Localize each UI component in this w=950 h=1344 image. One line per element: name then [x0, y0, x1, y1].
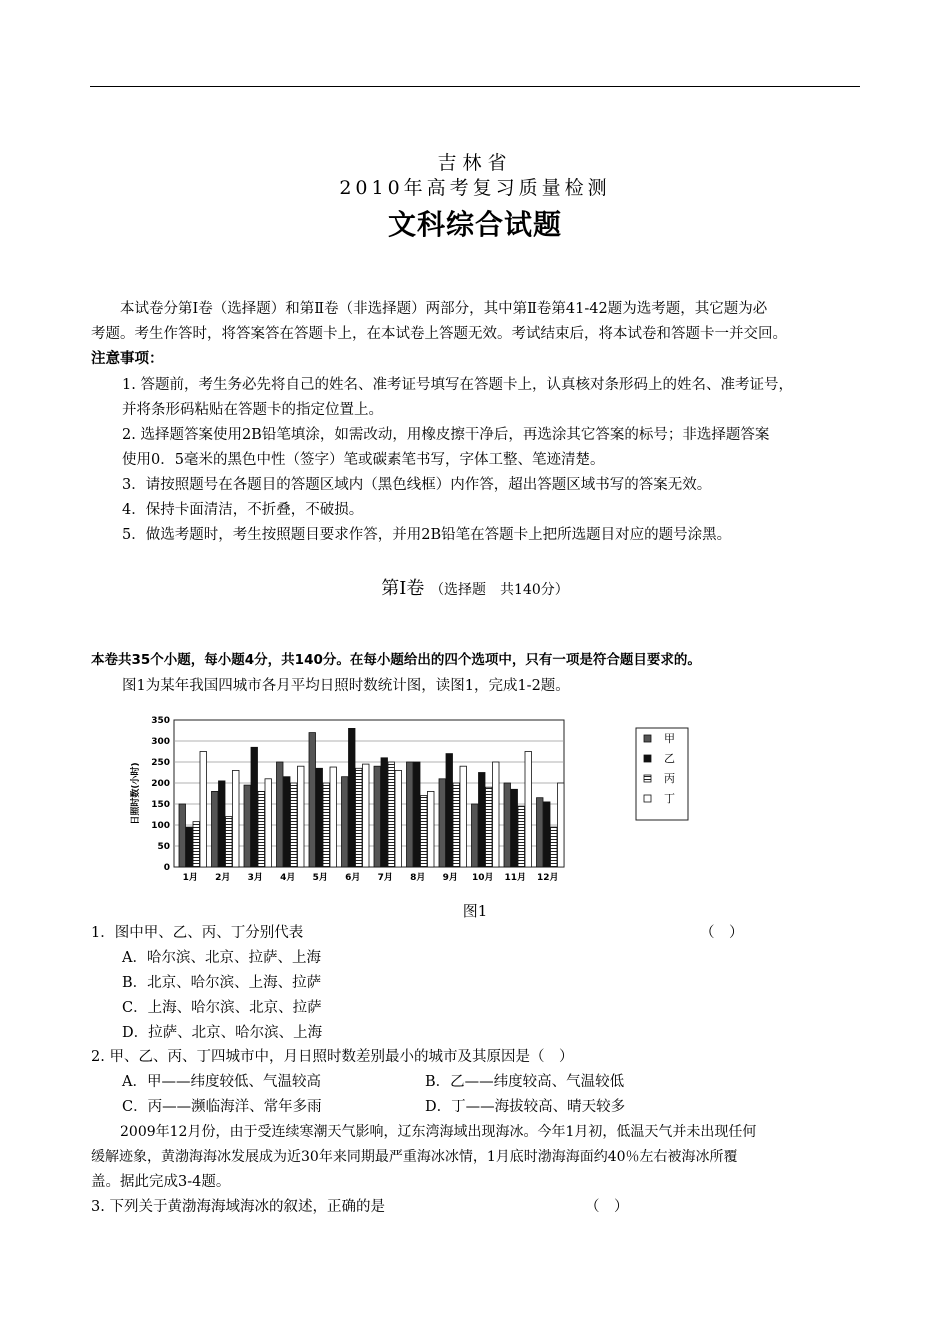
y-axis-label: 日照时数(小时): [131, 762, 141, 825]
q1-stem: 1．图中甲、乙、丙、丁分别代表: [91, 925, 304, 941]
bar-乙-4月: [284, 777, 291, 867]
bar-丙-2月: [226, 817, 233, 867]
bar-甲-5月: [309, 733, 316, 867]
q2-option-b: B．乙——纬度较高、气温较低: [425, 1074, 625, 1090]
intro-line-2: 考题。考生作答时，将答案答在答题卡上，在本试卷上答题无效。考试结束后，将本试卷和答题卡一并交回。: [91, 326, 787, 342]
x-tick-label: 11月: [504, 873, 527, 883]
legend-swatch-乙: [644, 755, 651, 762]
notice-item-3: 3．请按照题号在各题目的答题区域内（黑色线框）内作答，超出答题区域书写的答案无效。: [122, 477, 712, 493]
bar-丁-10月: [493, 762, 500, 867]
notice-item-2b: 使用0．5毫米的黑色中性（签字）笔或碳素笔书写，字体工整、笔迹清楚。: [122, 452, 605, 468]
sunshine-bar-chart: [128, 712, 698, 892]
y-tick-label: 200: [151, 779, 170, 789]
bar-甲-1月: [179, 804, 186, 867]
q1-option-d: D．拉萨、北京、哈尔滨、上海: [122, 1025, 323, 1041]
bar-丁-8月: [428, 791, 435, 867]
x-tick-label: 2月: [215, 873, 231, 883]
bar-甲-3月: [244, 785, 251, 867]
legend-swatch-丙: [644, 775, 651, 782]
x-tick-label: 9月: [442, 873, 458, 883]
section-heading: [0, 574, 950, 600]
bar-丙-11月: [518, 806, 525, 867]
figure-caption: 图1: [462, 902, 488, 920]
bar-丁-9月: [460, 766, 467, 867]
figure-intro: 图1为某年我国四城市各月平均日照时数统计图，读图1，完成1-2题。: [122, 678, 570, 694]
bar-甲-2月: [212, 791, 219, 867]
q1-option-a: A．哈尔滨、北京、拉萨、上海: [122, 950, 321, 966]
x-tick-label: 10月: [471, 873, 494, 883]
q3-answer-paren: （ ）: [585, 1199, 629, 1215]
y-tick-label: 250: [151, 758, 170, 768]
notice-item-1a: 1. 答题前，考生务必先将自己的姓名、准考证号填写在答题卡上，认真核对条形码上的姓名、准考证号，: [122, 377, 793, 393]
bar-乙-12月: [544, 802, 551, 867]
x-tick-label: 1月: [182, 873, 198, 883]
bar-丙-3月: [258, 791, 265, 867]
passage-line-1: 2009年12月份，由于受连续寒潮天气影响，辽东湾海域出现海冰。今年1月初，低温天气并未出现任何: [120, 1124, 757, 1140]
q3-stem: 3. 下列关于黄渤海海域海冰的叙述，正确的是: [91, 1199, 385, 1215]
q2-option-c: C．丙——濒临海洋、常年多雨: [122, 1099, 322, 1115]
legend-label-丁: 丁: [664, 792, 675, 805]
bar-甲-9月: [439, 779, 446, 867]
q1-option-b: B．北京、哈尔滨、上海、拉萨: [122, 975, 322, 991]
bar-甲-10月: [472, 804, 479, 867]
y-tick-label: 300: [151, 737, 170, 747]
bar-丙-5月: [323, 783, 330, 867]
q2-option-a: A．甲——纬度较低、气温较高: [122, 1074, 321, 1090]
y-tick-label: 100: [151, 821, 170, 831]
bar-乙-5月: [316, 768, 323, 867]
y-tick-label: 150: [151, 800, 170, 810]
bar-丙-12月: [551, 827, 558, 867]
bar-丁-3月: [265, 779, 272, 867]
bar-丁-4月: [298, 766, 305, 867]
province-heading: 吉林省: [437, 152, 513, 174]
top-rule: [90, 86, 860, 87]
x-tick-label: 12月: [536, 873, 559, 883]
bar-甲-11月: [504, 783, 511, 867]
x-tick-label: 6月: [345, 873, 361, 883]
notice-item-5: 5．做选考题时，考生按照题目要求作答，并用2B铅笔在答题卡上把所选题目对应的题号涂黑。: [122, 527, 732, 543]
legend-swatch-丁: [644, 795, 651, 802]
page-title: 文科综合试题: [387, 208, 562, 241]
notice-heading: 注意事项：: [91, 351, 164, 367]
q2-stem: 2. 甲、乙、丙、丁四城市中，月日照时数差别最小的城市及其原因是（ ）: [91, 1049, 574, 1065]
notice-item-2a: 2. 选择题答案使用2B铅笔填涂，如需改动，用橡皮擦干净后，再选涂其它答案的标号；非选择题答案: [122, 427, 770, 443]
bar-丁-5月: [330, 767, 337, 867]
bar-甲-4月: [277, 762, 284, 867]
bar-丙-1月: [193, 822, 200, 867]
bar-乙-2月: [219, 781, 226, 867]
bar-丁-2月: [233, 770, 240, 867]
section-instruction: 本卷共35个小题，每小题4分，共140分。在每小题给出的四个选项中，只有一项是符合题目要求的。: [91, 652, 701, 668]
bar-丁-6月: [363, 764, 370, 867]
x-tick-label: 8月: [410, 873, 426, 883]
x-tick-label: 3月: [247, 873, 263, 883]
legend-swatch-甲: [644, 735, 651, 742]
passage-line-3: 盖。据此完成3-4题。: [91, 1174, 231, 1190]
bar-甲-12月: [537, 798, 544, 867]
y-tick-label: 50: [157, 842, 170, 852]
bar-乙-8月: [414, 762, 421, 867]
legend-label-乙: 乙: [664, 752, 675, 765]
bar-乙-10月: [479, 773, 486, 868]
section-title: 第Ⅰ卷: [381, 578, 425, 599]
bar-丙-9月: [453, 783, 460, 867]
bar-丙-10月: [486, 787, 493, 867]
x-tick-label: 7月: [377, 873, 393, 883]
bar-乙-3月: [251, 747, 258, 867]
passage-line-2: 缓解迹象，黄渤海海冰发展成为近30年来同期最严重海冰冰情，1月底时渤海海面约40％左右被海冰所覆: [91, 1149, 738, 1165]
bar-甲-6月: [342, 777, 349, 867]
bar-乙-6月: [349, 728, 356, 867]
bar-丙-4月: [291, 783, 298, 867]
y-tick-label: 0: [163, 863, 170, 873]
legend-label-甲: 甲: [664, 732, 675, 745]
q1-option-c: C．上海、哈尔滨、北京、拉萨: [122, 1000, 322, 1016]
bar-丁-1月: [200, 752, 207, 868]
notice-item-4: 4．保持卡面清洁，不折叠，不破损。: [122, 502, 364, 518]
exam-heading: 2010年高考复习质量检测: [339, 177, 611, 199]
notice-item-1b: 并将条形码粘贴在答题卡的指定位置上。: [122, 402, 383, 418]
bar-乙-1月: [186, 827, 193, 867]
y-tick-label: 350: [151, 716, 170, 726]
bar-丙-7月: [388, 762, 395, 867]
bar-乙-7月: [381, 758, 388, 867]
bar-丁-11月: [525, 752, 532, 868]
bar-甲-7月: [374, 766, 381, 867]
q2-option-d: D．丁——海拔较高、晴天较多: [425, 1099, 626, 1115]
x-tick-label: 4月: [280, 873, 296, 883]
q1-answer-paren: （ ）: [700, 925, 744, 941]
bar-丙-6月: [356, 768, 363, 867]
section-note: （选择题 共140分）: [430, 582, 569, 598]
bar-丁-7月: [395, 770, 402, 867]
bar-丙-8月: [421, 796, 428, 867]
legend-label-丙: 丙: [664, 772, 675, 785]
intro-line-1: 本试卷分第Ⅰ卷（选择题）和第Ⅱ卷（非选择题）两部分，其中第Ⅱ卷第41-42题为选考题，其它题为必: [120, 301, 768, 317]
bar-丁-12月: [558, 783, 565, 867]
x-tick-label: 5月: [312, 873, 328, 883]
bar-甲-8月: [407, 762, 414, 867]
bar-乙-11月: [511, 789, 518, 867]
bar-乙-9月: [446, 754, 453, 867]
